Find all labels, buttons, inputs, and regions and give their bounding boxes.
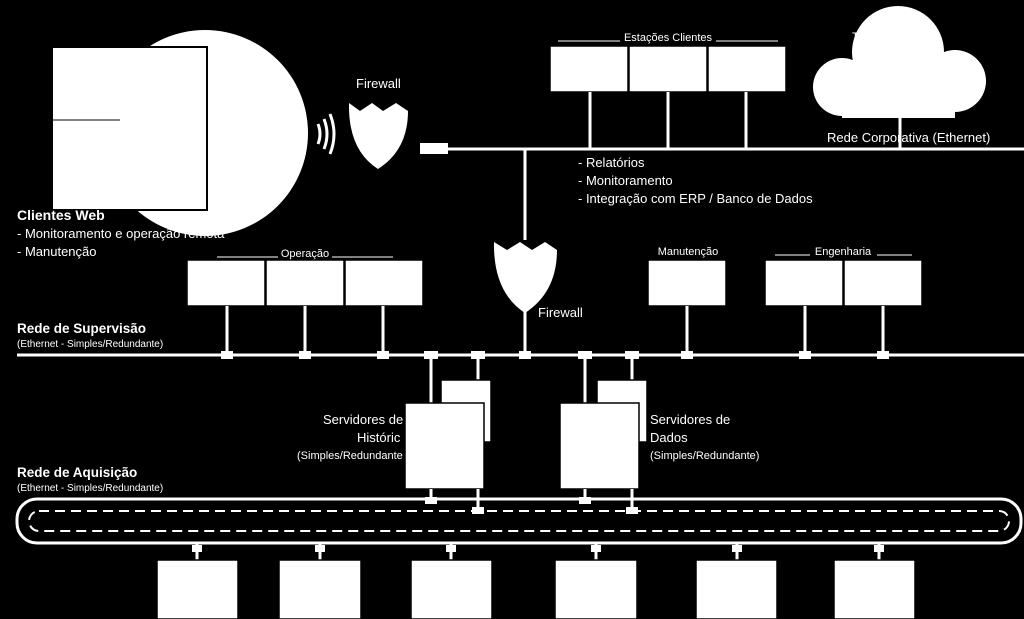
firewall-top-shield-icon [349, 103, 408, 169]
historian-servers-line3: (Simples/Redundante [297, 450, 403, 462]
client-stations-group [550, 46, 786, 149]
firewall-mid-label: Firewall [538, 305, 583, 320]
supervision-network-subtitle: (Ethernet - Simples/Redundante) [17, 339, 164, 350]
field-device-6 [834, 560, 915, 619]
corporate-network-connector [420, 143, 448, 154]
maintenance-station [648, 260, 726, 306]
wireless-icon [318, 114, 334, 154]
operation-station-2 [266, 260, 344, 306]
engineering-stations-group [765, 260, 922, 355]
data-server-2 [560, 403, 639, 489]
operation-station-1 [187, 260, 265, 306]
historian-server-2 [405, 403, 484, 489]
data-servers-line3: (Simples/Redundante) [650, 450, 760, 462]
corporate-network-label: Rede Corporativa (Ethernet) [827, 130, 991, 145]
web-clients-item-maintenance: - Manutenção [17, 244, 97, 259]
acquisition-network-title: Rede de Aquisição [17, 465, 138, 480]
operation-stations-group [187, 260, 423, 355]
field-device-2 [279, 560, 361, 619]
field-device-1 [157, 560, 238, 619]
client-station-3 [708, 46, 786, 92]
data-servers-group [560, 355, 647, 510]
cloud-icon [813, 6, 986, 118]
historian-servers-line2: Históric [357, 430, 401, 445]
data-servers-line2: Dados [650, 430, 688, 445]
client-station-2 [629, 46, 707, 92]
acquisition-network-inner-loop [29, 511, 1009, 531]
web-client-window [52, 47, 207, 210]
data-servers-line1: Servidores de [650, 412, 731, 427]
corporate-item-erp-integration: - Integração com ERP / Banco de Dados [578, 191, 813, 206]
web-client-node [52, 30, 308, 236]
engineering-label: Engenharia [814, 246, 872, 258]
engineering-station-2 [844, 260, 922, 306]
field-devices-group [157, 543, 915, 619]
corporate-item-reports: - Relatórios [578, 155, 645, 170]
engineering-station-1 [765, 260, 843, 306]
cloud-label: Ta...s [852, 31, 879, 43]
acquisition-network-subtitle: (Ethernet - Simples/Redundante) [17, 483, 164, 494]
client-station-1 [550, 46, 628, 92]
client-stations-label: Estações Clientes [623, 32, 713, 44]
corporate-item-monitoring: - Monitoramento [578, 173, 673, 188]
firewall-top-label: Firewall [356, 76, 401, 91]
field-device-4 [555, 560, 637, 619]
supervision-network-title: Rede de Supervisão [17, 321, 147, 336]
web-clients-item-monitoring: - Monitoramento e operação remota [17, 226, 225, 241]
historian-servers-line1: Servidores de [323, 412, 404, 427]
operation-station-3 [345, 260, 423, 306]
field-device-3 [411, 560, 492, 619]
firewall-mid-shield-icon [494, 242, 557, 313]
field-device-5 [696, 560, 777, 619]
maintenance-label: Manutenção [657, 246, 719, 258]
web-clients-title: Clientes Web [17, 207, 105, 223]
operation-label: Operação [280, 248, 330, 260]
acquisition-network-ring [17, 499, 1021, 543]
historian-servers-group [405, 355, 491, 510]
